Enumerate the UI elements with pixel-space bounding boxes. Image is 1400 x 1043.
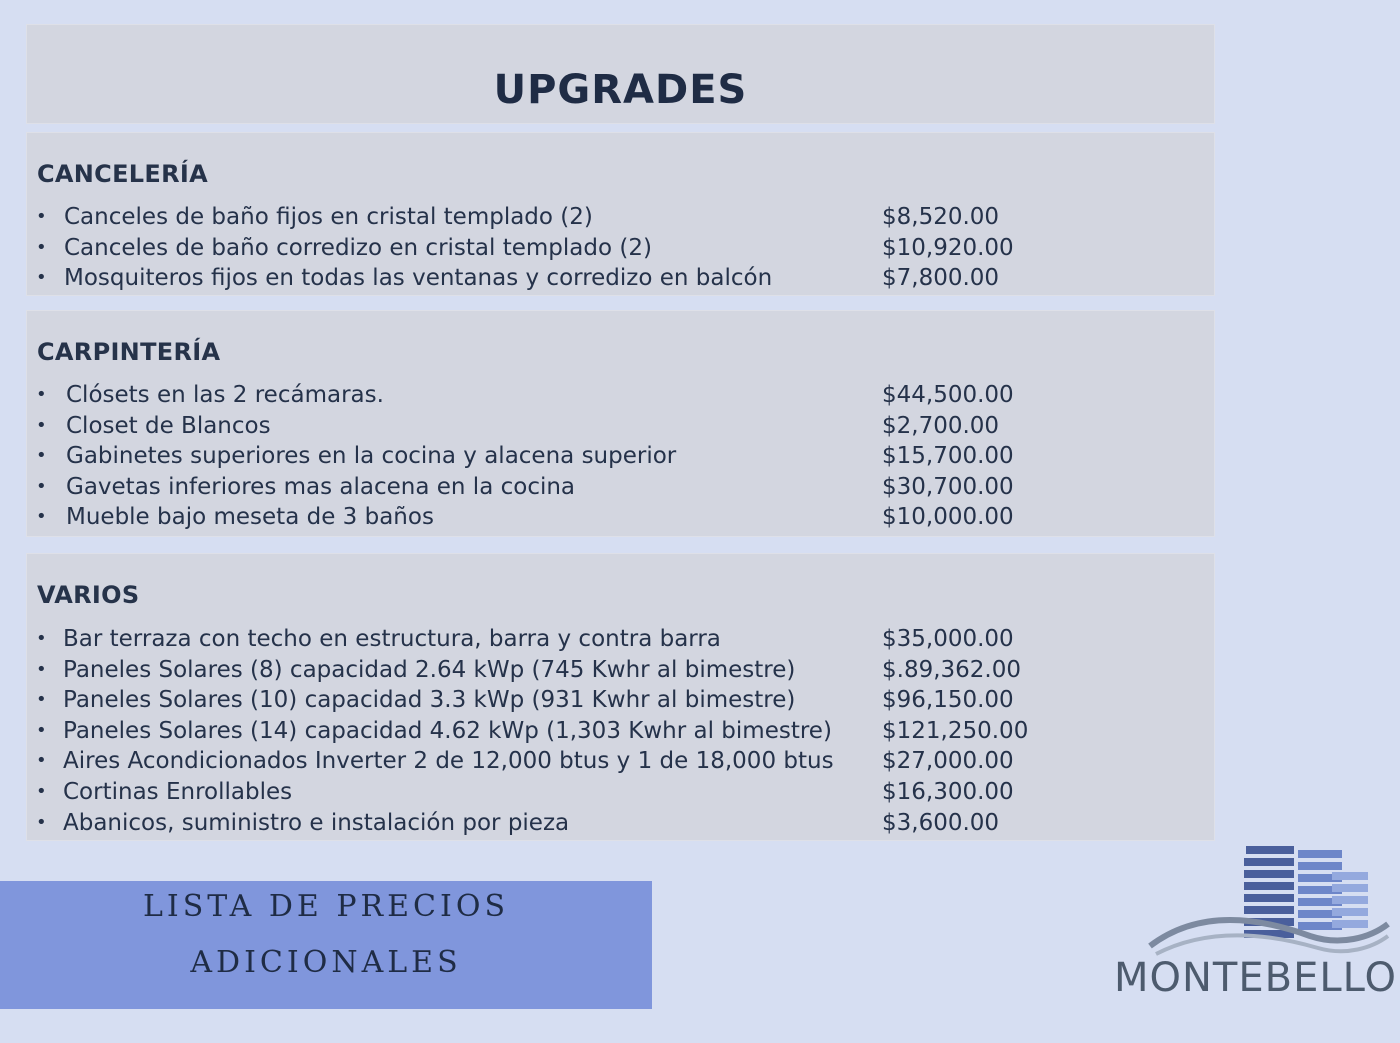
item-price: $10,000.00 <box>882 504 1014 531</box>
item-description: Paneles Solares (8) capacidad 2.64 kWp (745 Kwhr al bimestre) <box>63 656 796 683</box>
section-heading: CARPINTERÍA <box>37 338 221 366</box>
item-price: $121,250.00 <box>882 717 1029 744</box>
list-item <box>36 624 1215 655</box>
list-item <box>36 716 1215 747</box>
item-price: $96,150.00 <box>882 687 1014 714</box>
item-price: $.89,362.00 <box>882 656 1021 683</box>
footer-line-1: LISTA DE PRECIOS <box>142 889 509 924</box>
item-description: Paneles Solares (14) capacidad 4.62 kWp (1,303 Kwhr al bimestre) <box>63 717 832 744</box>
item-description: Mosquiteros fijos en todas las ventanas y corredizo en balcón <box>64 265 773 292</box>
bullet-icon: • <box>36 267 47 289</box>
item-price: $8,520.00 <box>882 204 1000 230</box>
list-item <box>36 380 1215 411</box>
logo-text: MONTEBELLO <box>1114 955 1397 1001</box>
title-panel <box>26 24 1215 124</box>
item-list <box>36 202 1215 294</box>
item-description: Paneles Solares (10) capacidad 3.3 kWp (931 Kwhr al bimestre) <box>63 687 796 714</box>
footer-line-2: ADICIONALES <box>190 945 462 980</box>
bullet-icon: • <box>36 206 47 227</box>
list-item <box>36 685 1215 716</box>
list-item <box>36 777 1215 808</box>
item-description: Closet de Blancos <box>66 412 271 439</box>
item-price: $10,920.00 <box>882 234 1014 261</box>
list-item <box>36 472 1215 503</box>
item-price: $15,700.00 <box>882 443 1014 470</box>
item-list <box>36 624 1215 838</box>
item-list <box>36 380 1215 533</box>
item-price: $44,500.00 <box>882 382 1014 408</box>
section-varios <box>26 553 1215 841</box>
item-description: Clósets en las 2 recámaras. <box>66 382 384 408</box>
item-price: $35,000.00 <box>882 626 1014 652</box>
bullet-icon: • <box>36 780 47 802</box>
item-price: $27,000.00 <box>882 748 1014 775</box>
item-price: $7,800.00 <box>882 265 1000 292</box>
bullet-icon: • <box>36 628 47 649</box>
item-description: Canceles de baño fijos en cristal templado (2) <box>64 204 593 230</box>
bullet-icon: • <box>36 236 47 258</box>
item-description: Mueble bajo meseta de 3 baños <box>66 504 434 531</box>
item-price: $30,700.00 <box>882 473 1014 500</box>
bullet-icon: • <box>36 750 47 772</box>
list-item <box>36 233 1215 264</box>
bullet-icon: • <box>36 506 47 528</box>
section-heading: CANCELERÍA <box>37 160 208 188</box>
list-item <box>36 808 1215 839</box>
list-item <box>36 202 1215 233</box>
item-description: Gavetas inferiores mas alacena en la cocina <box>66 473 576 500</box>
bullet-icon: • <box>36 384 47 405</box>
list-item <box>36 441 1215 472</box>
list-item <box>36 655 1215 686</box>
list-item <box>36 263 1215 294</box>
list-item <box>36 411 1215 442</box>
bullet-icon: • <box>36 414 47 436</box>
section-heading: VARIOS <box>37 581 140 609</box>
item-price: $2,700.00 <box>882 412 1000 439</box>
bullet-icon: • <box>36 658 47 680</box>
footer-band <box>0 881 652 1009</box>
bullet-icon: • <box>36 475 47 497</box>
item-description: Aires Acondicionados Inverter 2 de 12,000 btus y 1 de 18,000 btus <box>63 748 834 775</box>
item-price: $16,300.00 <box>882 778 1014 805</box>
item-description: Canceles de baño corredizo en cristal templado (2) <box>64 234 652 261</box>
item-price: $3,600.00 <box>882 809 1000 836</box>
bullet-icon: • <box>36 719 47 741</box>
item-description: Abanicos, suministro e instalación por pieza <box>63 809 570 836</box>
bullet-icon: • <box>36 445 47 467</box>
page-title: UPGRADES <box>493 67 748 113</box>
item-description: Gabinetes superiores en la cocina y alacena superior <box>66 443 677 470</box>
list-item <box>36 502 1215 533</box>
section-carpinteria <box>26 310 1215 537</box>
item-description: Cortinas Enrollables <box>63 778 293 805</box>
list-item <box>36 746 1215 777</box>
bullet-icon: • <box>36 811 47 833</box>
bullet-icon: • <box>36 689 47 711</box>
section-canceleria <box>26 132 1215 296</box>
item-description: Bar terraza con techo en estructura, barra y contra barra <box>63 626 721 652</box>
